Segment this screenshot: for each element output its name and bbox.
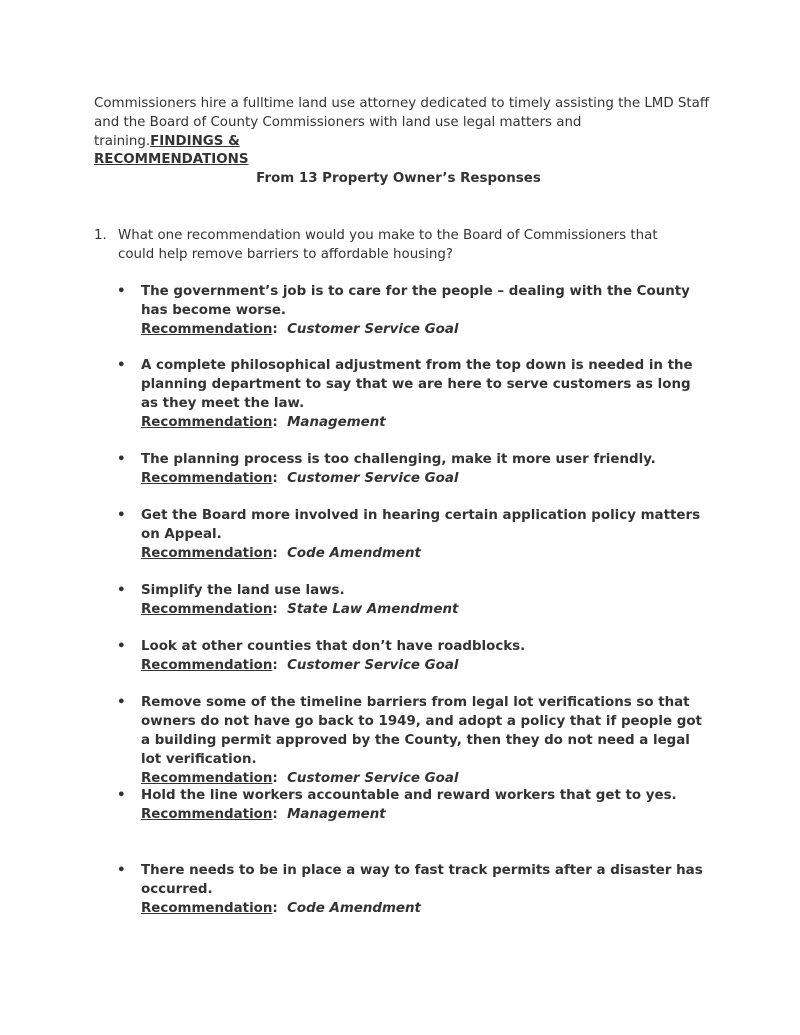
- list-item: • Remove some of the timeline barriers from legal lot verifications so that owners do not have go back to 1949, and adopt a policy that if people got a building permit approved by the County, then they do not need a legal lot verification. Recommendation: Customer Service Goal: [117, 693, 707, 788]
- bullet-icon: •: [117, 695, 126, 710]
- recommendation-value: Customer Service Goal: [287, 771, 459, 786]
- list-item: • A complete philosophical adjustment from the top down is needed in the planning department to say that we are here to serve customers as long as they meet the law. Recommendation: Management: [117, 356, 707, 432]
- question-text: What one recommendation would you make to the Board of Commissioners that could help remove barriers to affordable housing?: [118, 228, 658, 262]
- list-item: • Simplify the land use laws. Recommendation: State Law Amendment: [117, 581, 707, 619]
- recommendation-value: Customer Service Goal: [287, 471, 459, 486]
- recommendation-label: Recommendation: [141, 415, 273, 430]
- recommendation-value: State Law Amendment: [287, 602, 459, 617]
- list-item: • The government’s job is to care for the people – dealing with the County has become worse. Recommendation: Customer Service Goal: [117, 282, 707, 339]
- recommendation-label: Recommendation: [141, 771, 273, 786]
- list-item: • There needs to be in place a way to fast track permits after a disaster has occurred. Recommendation: Code Amendment: [117, 861, 707, 918]
- recommendation-value: Customer Service Goal: [287, 658, 459, 673]
- bullet-icon: •: [117, 583, 126, 598]
- response-text: The planning process is too challenging, make it more user friendly.: [141, 452, 656, 467]
- recommendation-label: Recommendation: [141, 471, 273, 486]
- findings-heading-part1: FINDINGS &: [150, 134, 240, 149]
- subheading: From 13 Property Owner’s Responses: [256, 171, 541, 186]
- recommendation-value: Code Amendment: [287, 546, 421, 561]
- response-text: Hold the line workers accountable and reward workers that get to yes.: [141, 788, 677, 803]
- recommendation-label: Recommendation: [141, 322, 273, 337]
- recommendation-value: Customer Service Goal: [287, 322, 459, 337]
- response-text: A complete philosophical adjustment from the top down is needed in the planning department to say that we are here to serve customers as long as they meet the law.: [141, 358, 693, 411]
- question-number: 1.: [94, 228, 107, 243]
- response-text: Simplify the land use laws.: [141, 583, 345, 598]
- recommendation-value: Management: [287, 807, 386, 822]
- response-text: There needs to be in place a way to fast track permits after a disaster has occurred.: [141, 863, 703, 897]
- bullet-icon: •: [117, 358, 126, 373]
- recommendation-label: Recommendation: [141, 546, 273, 561]
- intro-paragraph: [94, 94, 714, 151]
- recommendation-value: Management: [287, 415, 386, 430]
- response-text: Get the Board more involved in hearing certain application policy matters on Appeal.: [141, 508, 701, 542]
- recommendation-value: Code Amendment: [287, 901, 421, 916]
- bullet-icon: •: [117, 508, 126, 523]
- response-text: The government’s job is to care for the people – dealing with the County has become worse.: [141, 284, 690, 318]
- bullet-icon: •: [117, 452, 126, 467]
- findings-heading-part2: RECOMMENDATIONS: [94, 152, 249, 167]
- list-item: • Get the Board more involved in hearing certain application policy matters on Appeal. Recommendation: Code Amendment: [117, 506, 707, 563]
- recommendation-label: Recommendation: [141, 602, 273, 617]
- intro-text: Commissioners hire a fulltime land use attorney dedicated to timely assisting the LMD Staff and the Board of County Commissioners with land use legal matters and training.: [94, 96, 710, 149]
- list-item: • The planning process is too challenging, make it more user friendly. Recommendation: Customer Service Goal: [117, 450, 707, 488]
- recommendation-label: Recommendation: [141, 901, 273, 916]
- recommendation-label: Recommendation: [141, 658, 273, 673]
- recommendation-label: Recommendation: [141, 807, 273, 822]
- question-1: [94, 226, 694, 264]
- bullet-icon: •: [117, 788, 126, 803]
- response-text: Remove some of the timeline barriers from legal lot verifications so that owners do not have go back to 1949, and adopt a policy that if people got a building permit approved by the County, then they do not need a legal lot verification.: [141, 695, 702, 767]
- bullet-icon: •: [117, 863, 126, 878]
- list-item: • Look at other counties that don’t have roadblocks. Recommendation: Customer Service Goal: [117, 637, 707, 675]
- bullet-icon: •: [117, 639, 126, 654]
- list-item: • Hold the line workers accountable and reward workers that get to yes. Recommendation: Management: [117, 786, 707, 824]
- bullet-icon: •: [117, 284, 126, 299]
- response-text: Look at other counties that don’t have roadblocks.: [141, 639, 526, 654]
